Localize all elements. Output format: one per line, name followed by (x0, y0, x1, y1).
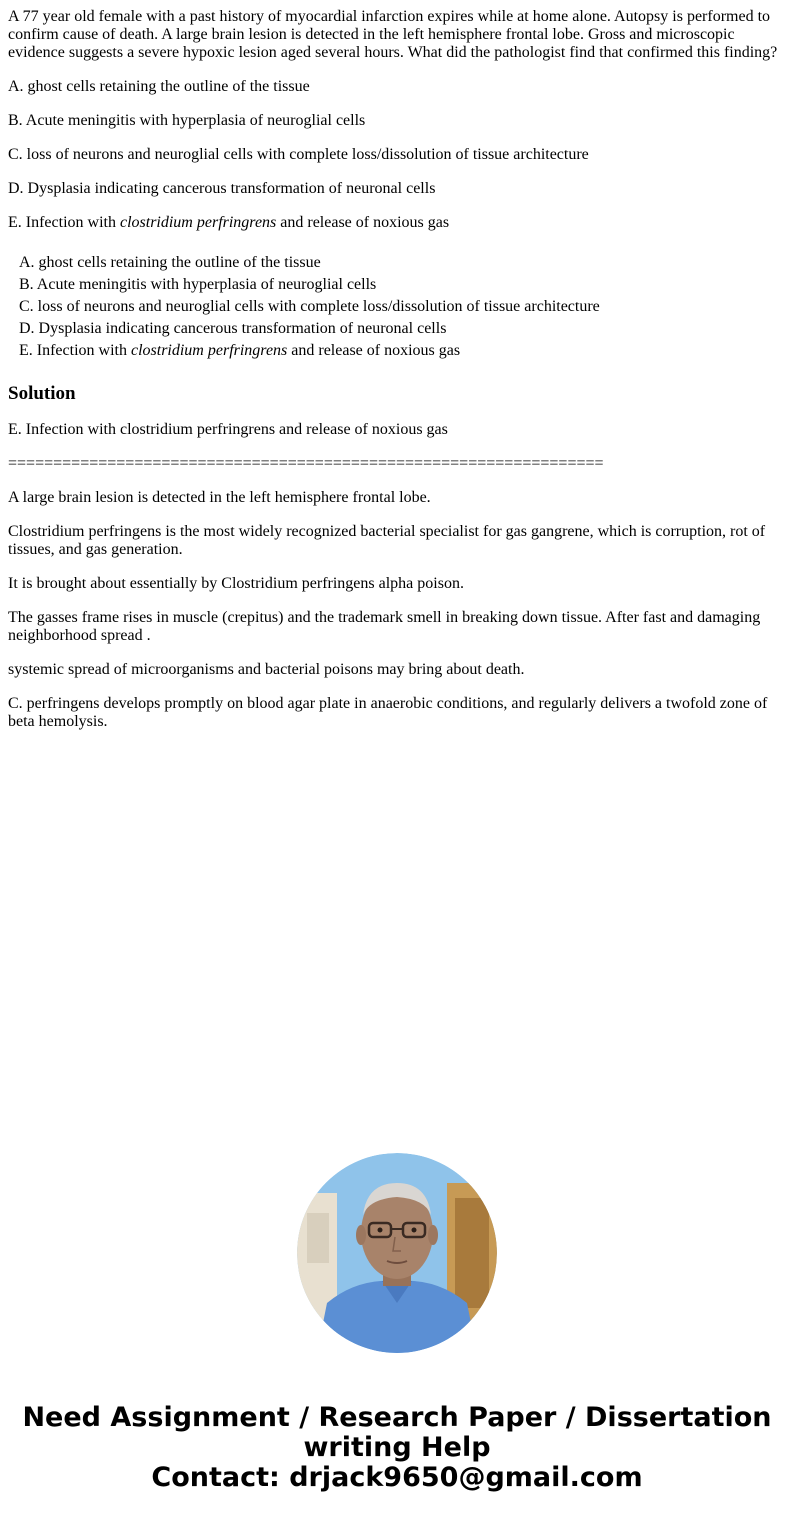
option-e-prefix: E. Infection with (8, 214, 120, 231)
promo-contact: Contact: drjack9650@gmail.com (151, 1462, 643, 1493)
document-body (0, 0, 794, 731)
promo-line-2: writing Help (303, 1432, 491, 1463)
option-b: B. Acute meningitis with hyperplasia of neuroglial cells (8, 112, 366, 129)
list-item-e (19, 340, 786, 362)
solution-paragraph-4: The gasses frame rises in muscle (crepitus) and the trademark smell in breaking down tissue. After fast and damaging neighborhood spread . (8, 609, 761, 644)
question-text: A 77 year old female with a past history of myocardial infarction expires while at home alone. Autopsy is performed to confirm cause of death. A large brain lesion is detected in the left hemisphere frontal lobe. Gross and microscopic evidence suggests a severe hypoxic lesion aged several hours. What did the pathologist find that confirmed this finding? (8, 8, 778, 61)
avatar-portrait (297, 1153, 497, 1353)
list-item-e-suffix: and release of noxious gas (287, 342, 461, 359)
promo-banner (0, 1403, 794, 1493)
solution-paragraph-6: C. perfringens develops promptly on blood agar plate in anaerobic conditions, and regularly delivers a twofold zone of beta hemolysis. (8, 695, 768, 730)
list-item-e-italic: clostridium perfringrens (130, 342, 288, 359)
option-e (8, 214, 786, 232)
solution-paragraph-1: A large brain lesion is detected in the left hemisphere frontal lobe. (8, 489, 431, 506)
avatar (297, 1153, 497, 1353)
divider-line: ================================================================== (8, 455, 604, 472)
option-e-suffix: and release of noxious gas (276, 214, 450, 231)
list-item-e-prefix: E. Infection with (19, 342, 131, 359)
solution-paragraph-3: It is brought about essentially by Clostridium perfringens alpha poison. (8, 575, 464, 592)
solution-paragraph-2: Clostridium perfringens is the most widely recognized bacterial specialist for gas gangrene, which is corruption, rot of tissues, and gas generation. (8, 523, 766, 558)
list-item-b: B. Acute meningitis with hyperplasia of neuroglial cells (19, 276, 377, 293)
options-list (19, 252, 786, 362)
option-e-italic: clostridium perfringrens (119, 214, 277, 231)
option-a: A. ghost cells retaining the outline of the tissue (8, 78, 310, 95)
list-item-d: D. Dysplasia indicating cancerous transformation of neuronal cells (19, 320, 447, 337)
solution-paragraph-5: systemic spread of microorganisms and bacterial poisons may bring about death. (8, 661, 525, 678)
list-item-c: C. loss of neurons and neuroglial cells with complete loss/dissolution of tissue architecture (19, 298, 600, 315)
promo-line-1: Need Assignment / Research Paper / Dissertation (22, 1402, 772, 1433)
list-item-a: A. ghost cells retaining the outline of the tissue (19, 254, 321, 271)
solution-answer: E. Infection with clostridium perfringrens and release of noxious gas (8, 421, 448, 438)
solution-heading: Solution (8, 383, 76, 404)
option-c: C. loss of neurons and neuroglial cells with complete loss/dissolution of tissue architecture (8, 146, 589, 163)
option-d: D. Dysplasia indicating cancerous transformation of neuronal cells (8, 180, 436, 197)
